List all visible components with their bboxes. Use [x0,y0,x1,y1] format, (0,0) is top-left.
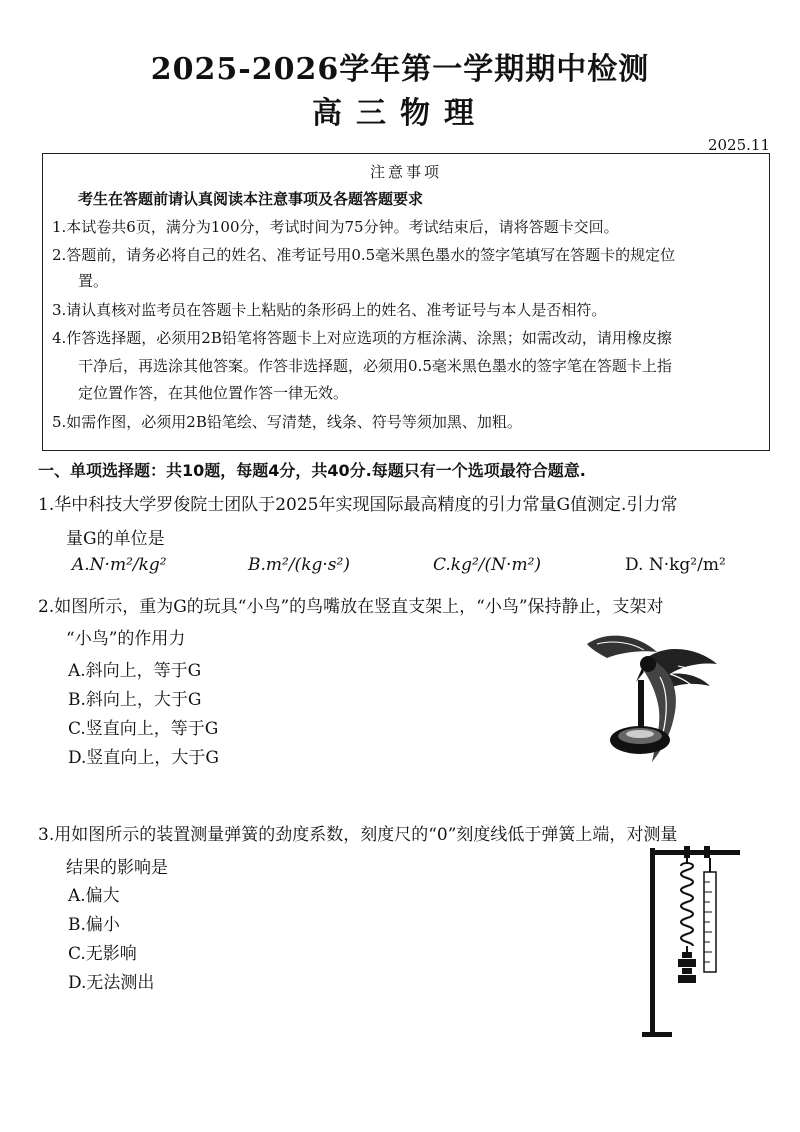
spring-scale-apparatus [640,842,750,1042]
q3-option-a: A.偏大 [68,886,120,906]
q2-option-b: B.斜向上，大于G [68,690,202,710]
q2-option-d: D.竖直向上，大于G [68,748,220,768]
q1-option-b: B.m²/(kg·s²) [248,555,350,575]
q1-option-c: C.kg²/(N·m²) [433,555,542,575]
q2-option-a: A.斜向上，等于G [68,661,202,681]
notice-subtitle: 考生在答题前请认真阅读本注意事项及各题答题要求 [78,190,424,208]
section-heading: 一、单项选择题：共10题，每题4分，共40分.每题只有一个选项最符合题意. [38,461,586,480]
q2-stem-line2: “小鸟”的作用力 [66,629,186,649]
exam-title: 2025-2026学年第一学期期中检测 [150,52,650,87]
q3-stem-line2: 结果的影响是 [66,858,168,878]
q1-stem-line2: 量G的单位是 [66,529,165,549]
q3-stem-line1: 3.用如图所示的装置测量弹簧的劲度系数，刻度尺的“0”刻度线低于弹簧上端，对测量 [38,825,678,845]
q1-stem-line1: 1.华中科技大学罗俊院士团队于2025年实现国际最高精度的引力常量G值测定.引力常 [38,495,678,515]
q3-option-d: D.无法测出 [68,973,155,993]
notice-line: 1.本试卷共6页，满分为100分，考试时间为75分钟。考试结束后，请将答题卡交回。 [52,218,619,236]
q3-option-b: B.偏小 [68,915,120,935]
notice-line: 3.请认真核对监考员在答题卡上粘贴的条形码上的姓名、准考证号与本人是否相符。 [52,301,607,319]
notice-line: 5.如需作图，必须用2B铅笔绘、写清楚，线条、符号等须加黑、加粗。 [52,413,522,431]
q3-option-c: C.无影响 [68,944,137,964]
toy-bird-diagram [582,622,722,782]
subject-title: 高三物理 [312,96,488,131]
q2-option-c: C.竖直向上，等于G [68,719,219,739]
notice-line: 置。 [78,272,109,290]
notice-line: 2.答题前，请务必将自己的姓名、准考证号用0.5毫米黑色墨水的签字笔填写在答题卡的规定位 [52,246,676,264]
notice-line: 干净后，再选涂其他答案。作答非选择题，必须用0.5毫米黑色墨水的签字笔在答题卡上指 [78,357,672,375]
q1-option-d: D. N·kg²/m² [625,555,726,575]
q1-option-a: A.N·m²/kg² [72,555,167,575]
notice-line: 4.作答选择题，必须用2B铅笔将答题卡上对应选项的方框涂满、涂黑；如需改动，请用橡皮擦 [52,329,672,347]
q2-stem-line1: 2.如图所示，重为G的玩具“小鸟”的鸟嘴放在竖直支架上，“小鸟”保持静止，支架对 [38,597,664,617]
notice-title: 注意事项 [369,163,442,181]
notice-line: 定位置作答，在其他位置作答一律无效。 [78,384,349,402]
exam-date: 2025.11 [707,136,770,154]
